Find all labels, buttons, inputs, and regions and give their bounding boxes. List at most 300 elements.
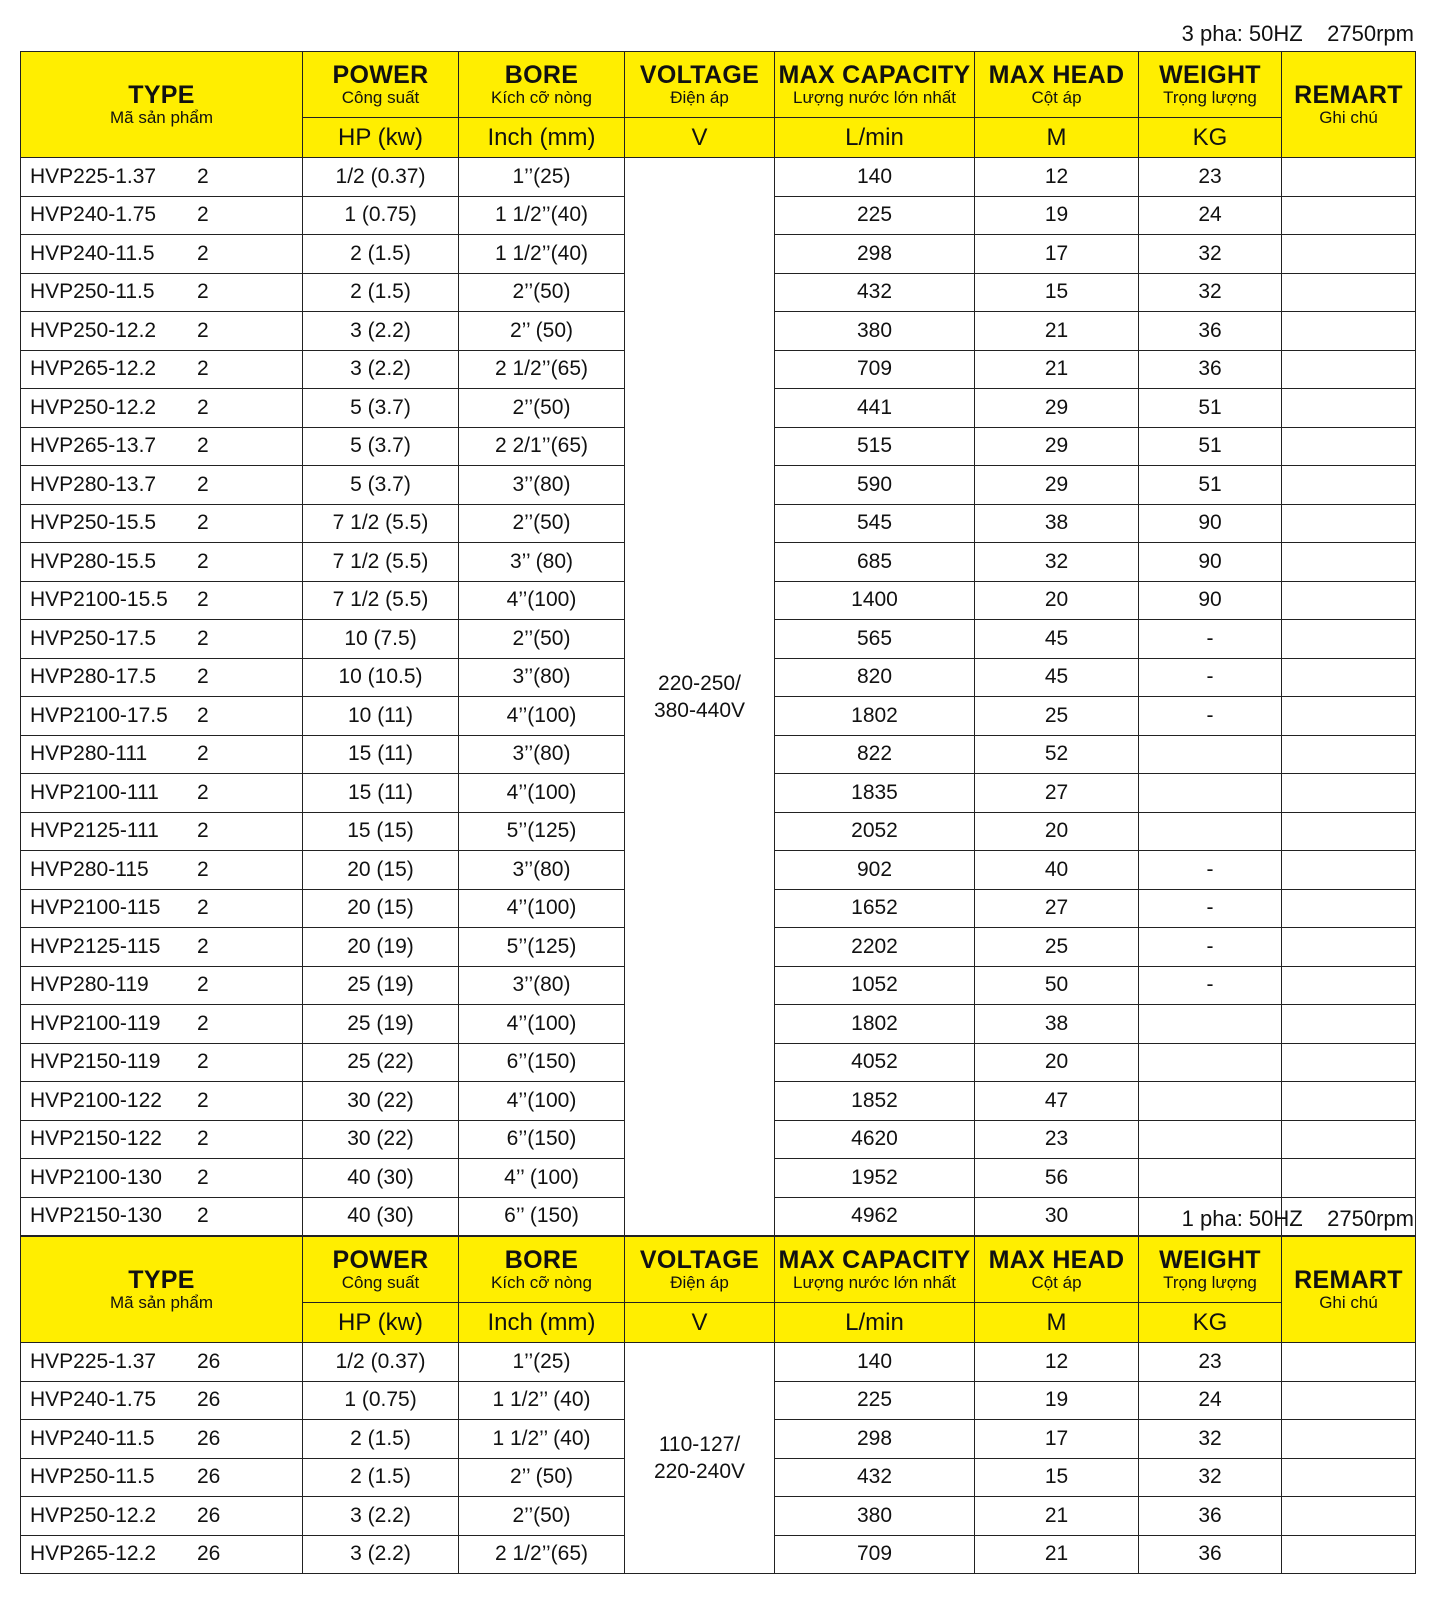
cell-bore: 2 2/1’’(65) xyxy=(459,427,625,466)
cell-weight: 36 xyxy=(1139,350,1282,389)
cell-type xyxy=(21,235,303,274)
cell-remart xyxy=(1282,389,1416,428)
cell-head: 12 xyxy=(975,158,1139,197)
header-max-capacity: MAX CAPACITY Lượng nước lớn nhất xyxy=(775,52,975,118)
cell-remart xyxy=(1282,1082,1416,1121)
cell-type xyxy=(21,389,303,428)
type-suffix: 2 xyxy=(197,857,209,881)
cell-head: 29 xyxy=(975,466,1139,505)
cell-power: 3 (2.2) xyxy=(303,350,459,389)
table-row xyxy=(21,1343,1416,1382)
cell-power: 30 (22) xyxy=(303,1120,459,1159)
cell-head: 21 xyxy=(975,1535,1139,1574)
cell-remart xyxy=(1282,350,1416,389)
type-suffix: 26 xyxy=(197,1503,221,1527)
cell-type xyxy=(21,350,303,389)
cell-weight xyxy=(1139,1120,1282,1159)
cell-type xyxy=(21,812,303,851)
cell-weight xyxy=(1139,774,1282,813)
type-suffix: 2 xyxy=(197,1165,209,1189)
cell-capacity: 380 xyxy=(775,312,975,351)
type-code: HVP2100-15.5 xyxy=(30,588,168,612)
voltage-line: 220-250/ xyxy=(658,671,741,695)
cell-bore: 1 1/2’’(40) xyxy=(459,196,625,235)
cell-weight: 23 xyxy=(1139,158,1282,197)
cell-capacity: 298 xyxy=(775,235,975,274)
type-code: HVP280-17.5 xyxy=(30,665,157,689)
type-code: HVP280-13.7 xyxy=(30,472,157,496)
type-suffix: 2 xyxy=(197,472,209,496)
cell-head: 17 xyxy=(975,1420,1139,1459)
type-suffix: 2 xyxy=(197,1204,209,1228)
cell-bore: 4’’(100) xyxy=(459,774,625,813)
header-bore: BORE Kích cỡ nòng xyxy=(459,1237,625,1303)
type-code: HVP2100-122 xyxy=(30,1088,162,1112)
type-code: HVP2100-130 xyxy=(30,1165,162,1189)
cell-head: 25 xyxy=(975,697,1139,736)
cell-power: 10 (11) xyxy=(303,697,459,736)
cell-power: 2 (1.5) xyxy=(303,235,459,274)
type-suffix: 2 xyxy=(197,203,209,227)
unit-head: M xyxy=(975,1303,1139,1343)
cell-power: 7 1/2 (5.5) xyxy=(303,504,459,543)
cell-power: 3 (2.2) xyxy=(303,1535,459,1574)
cell-weight xyxy=(1139,812,1282,851)
type-suffix: 2 xyxy=(197,511,209,535)
cell-bore: 2’’(50) xyxy=(459,273,625,312)
cell-type xyxy=(21,196,303,235)
cell-capacity: 1835 xyxy=(775,774,975,813)
cell-type xyxy=(21,1381,303,1420)
cell-capacity: 1802 xyxy=(775,1005,975,1044)
cell-type xyxy=(21,581,303,620)
cell-head: 29 xyxy=(975,427,1139,466)
cell-head: 20 xyxy=(975,581,1139,620)
cell-type xyxy=(21,620,303,659)
type-suffix: 2 xyxy=(197,318,209,342)
cell-remart xyxy=(1282,312,1416,351)
header-weight: WEIGHT Trọng lượng xyxy=(1139,1237,1282,1303)
table-body xyxy=(21,158,1416,1236)
cell-head: 27 xyxy=(975,889,1139,928)
header-max-head: MAX HEAD Cột áp xyxy=(975,52,1139,118)
cell-bore: 4’’(100) xyxy=(459,1005,625,1044)
cell-remart xyxy=(1282,1381,1416,1420)
cell-bore: 2’’(50) xyxy=(459,620,625,659)
cell-capacity: 1952 xyxy=(775,1159,975,1198)
type-code: HVP265-13.7 xyxy=(30,434,157,458)
cell-power: 30 (22) xyxy=(303,1082,459,1121)
cell-type xyxy=(21,889,303,928)
cell-power: 5 (3.7) xyxy=(303,389,459,428)
cell-head: 12 xyxy=(975,1343,1139,1382)
cell-capacity: 2052 xyxy=(775,812,975,851)
header-power: POWER Công suất xyxy=(303,52,459,118)
cell-remart xyxy=(1282,581,1416,620)
header-type: TYPE Mã sản phẩm xyxy=(21,52,303,158)
cell-weight xyxy=(1139,1159,1282,1198)
cell-remart xyxy=(1282,504,1416,543)
cell-head: 25 xyxy=(975,928,1139,967)
type-code: HVP240-11.5 xyxy=(30,241,155,265)
cell-head: 21 xyxy=(975,350,1139,389)
cell-type xyxy=(21,427,303,466)
cell-remart xyxy=(1282,466,1416,505)
cell-capacity: 4620 xyxy=(775,1120,975,1159)
cell-power: 25 (19) xyxy=(303,966,459,1005)
cell-type xyxy=(21,774,303,813)
cell-capacity: 1052 xyxy=(775,966,975,1005)
cell-remart xyxy=(1282,1120,1416,1159)
voltage-line: 220-240V xyxy=(653,1460,746,1483)
cell-weight: 32 xyxy=(1139,1420,1282,1459)
cell-remart xyxy=(1282,1420,1416,1459)
cell-capacity: 545 xyxy=(775,504,975,543)
cell-type xyxy=(21,1082,303,1121)
cell-power: 20 (15) xyxy=(303,851,459,890)
cell-weight: 36 xyxy=(1139,1535,1282,1574)
cell-capacity: 822 xyxy=(775,735,975,774)
type-suffix: 2 xyxy=(197,973,209,997)
cell-remart xyxy=(1282,658,1416,697)
cell-weight: 24 xyxy=(1139,196,1282,235)
cell-capacity: 380 xyxy=(775,1497,975,1536)
type-code: HVP2150-130 xyxy=(30,1204,162,1228)
type-suffix: 2 xyxy=(197,357,209,381)
cell-head: 40 xyxy=(975,851,1139,890)
header-remart: REMART Ghi chú xyxy=(1282,1237,1416,1343)
cell-capacity: 2202 xyxy=(775,928,975,967)
type-suffix: 2 xyxy=(197,280,209,304)
cell-type xyxy=(21,658,303,697)
cell-head: 19 xyxy=(975,196,1139,235)
cell-voltage xyxy=(625,1343,775,1574)
table-row xyxy=(21,158,1416,197)
cell-capacity: 432 xyxy=(775,1458,975,1497)
type-code: HVP2125-115 xyxy=(30,934,161,958)
type-code: HVP240-1.75 xyxy=(30,203,157,227)
cell-weight: 36 xyxy=(1139,312,1282,351)
cell-head: 52 xyxy=(975,735,1139,774)
cell-head: 38 xyxy=(975,1005,1139,1044)
cell-capacity: 515 xyxy=(775,427,975,466)
cell-bore: 6’’(150) xyxy=(459,1043,625,1082)
cell-head: 17 xyxy=(975,235,1139,274)
cell-weight: 36 xyxy=(1139,1497,1282,1536)
cell-type xyxy=(21,1043,303,1082)
cell-weight: 90 xyxy=(1139,581,1282,620)
cell-capacity: 590 xyxy=(775,466,975,505)
cell-power: 7 1/2 (5.5) xyxy=(303,581,459,620)
cell-type xyxy=(21,1343,303,1382)
cell-type xyxy=(21,1005,303,1044)
type-suffix: 26 xyxy=(197,1388,221,1412)
cell-bore: 2’’ (50) xyxy=(459,312,625,351)
cell-type xyxy=(21,1458,303,1497)
cell-weight xyxy=(1139,1005,1282,1044)
unit-weight: KG xyxy=(1139,118,1282,158)
voltage-line: 380-440V xyxy=(653,698,746,722)
type-code: HVP2100-115 xyxy=(30,896,161,920)
cell-power: 10 (7.5) xyxy=(303,620,459,659)
type-code: HVP265-12.2 xyxy=(30,1542,157,1566)
spec-table-1-phase xyxy=(20,1236,1416,1574)
cell-remart xyxy=(1282,1159,1416,1198)
type-code: HVP2125-111 xyxy=(30,819,159,843)
cell-power: 1 (0.75) xyxy=(303,196,459,235)
type-code: HVP2150-119 xyxy=(30,1050,161,1074)
type-code: HVP250-11.5 xyxy=(30,1465,155,1489)
cell-type xyxy=(21,1159,303,1198)
type-suffix: 2 xyxy=(197,1088,209,1112)
type-suffix: 2 xyxy=(197,896,209,920)
cell-bore: 4’’(100) xyxy=(459,697,625,736)
cell-weight: 24 xyxy=(1139,1381,1282,1420)
type-suffix: 2 xyxy=(197,626,209,650)
cell-remart xyxy=(1282,812,1416,851)
type-code: HVP250-12.2 xyxy=(30,395,157,419)
cell-head: 15 xyxy=(975,273,1139,312)
cell-bore: 2 1/2’’(65) xyxy=(459,350,625,389)
cell-head: 15 xyxy=(975,1458,1139,1497)
cell-type xyxy=(21,1497,303,1536)
cell-head: 20 xyxy=(975,1043,1139,1082)
type-code: HVP2100-111 xyxy=(30,780,159,804)
cell-type xyxy=(21,466,303,505)
cell-capacity: 565 xyxy=(775,620,975,659)
cell-head: 20 xyxy=(975,812,1139,851)
type-suffix: 2 xyxy=(197,934,209,958)
header-power: POWER Công suất xyxy=(303,1237,459,1303)
type-code: HVP250-15.5 xyxy=(30,511,157,535)
type-code: HVP280-115 xyxy=(30,857,149,881)
cell-remart xyxy=(1282,774,1416,813)
unit-bore: Inch (mm) xyxy=(459,118,625,158)
cell-head: 27 xyxy=(975,774,1139,813)
cell-bore: 3’’(80) xyxy=(459,658,625,697)
cell-type xyxy=(21,504,303,543)
cell-bore: 6’’(150) xyxy=(459,1120,625,1159)
cell-power: 2 (1.5) xyxy=(303,1420,459,1459)
cell-capacity: 298 xyxy=(775,1420,975,1459)
cell-head: 21 xyxy=(975,1497,1139,1536)
type-suffix: 2 xyxy=(197,549,209,573)
cell-power: 1/2 (0.37) xyxy=(303,1343,459,1382)
cell-power: 1 (0.75) xyxy=(303,1381,459,1420)
cell-type xyxy=(21,966,303,1005)
type-code: HVP2100-17.5 xyxy=(30,703,168,727)
cell-power: 20 (15) xyxy=(303,889,459,928)
cell-weight: - xyxy=(1139,966,1282,1005)
cell-remart xyxy=(1282,1535,1416,1574)
cell-bore: 1 1/2’’ (40) xyxy=(459,1381,625,1420)
type-suffix: 2 xyxy=(197,588,209,612)
cell-power: 25 (22) xyxy=(303,1043,459,1082)
cell-weight xyxy=(1139,1082,1282,1121)
cell-weight: 32 xyxy=(1139,273,1282,312)
cell-bore: 6’’ (150) xyxy=(459,1197,625,1236)
cell-weight: 51 xyxy=(1139,427,1282,466)
cell-remart xyxy=(1282,889,1416,928)
cell-power: 7 1/2 (5.5) xyxy=(303,543,459,582)
type-code: HVP250-12.2 xyxy=(30,1503,157,1527)
cell-capacity: 140 xyxy=(775,1343,975,1382)
cell-power: 5 (3.7) xyxy=(303,466,459,505)
cell-power: 1/2 (0.37) xyxy=(303,158,459,197)
type-code: HVP280-111 xyxy=(30,742,148,766)
type-suffix: 26 xyxy=(197,1426,221,1450)
cell-bore: 5’’(125) xyxy=(459,928,625,967)
type-suffix: 2 xyxy=(197,703,209,727)
type-code: HVP240-1.75 xyxy=(30,1388,157,1412)
type-suffix: 2 xyxy=(197,434,209,458)
cell-voltage xyxy=(625,158,775,1236)
cell-capacity: 432 xyxy=(775,273,975,312)
cell-weight: - xyxy=(1139,620,1282,659)
cell-remart xyxy=(1282,235,1416,274)
cell-capacity: 441 xyxy=(775,389,975,428)
unit-bore: Inch (mm) xyxy=(459,1303,625,1343)
cell-bore: 4’’(100) xyxy=(459,1082,625,1121)
header-type: TYPE Mã sản phẩm xyxy=(21,1237,303,1343)
cell-type xyxy=(21,273,303,312)
cell-type xyxy=(21,543,303,582)
cell-remart xyxy=(1282,735,1416,774)
cell-remart xyxy=(1282,158,1416,197)
cell-head: 29 xyxy=(975,389,1139,428)
type-suffix: 2 xyxy=(197,1050,209,1074)
cell-capacity: 1652 xyxy=(775,889,975,928)
cell-power: 10 (10.5) xyxy=(303,658,459,697)
type-code: HVP2100-119 xyxy=(30,1011,161,1035)
cell-remart xyxy=(1282,196,1416,235)
cell-weight: - xyxy=(1139,697,1282,736)
cell-bore: 2’’ (50) xyxy=(459,1458,625,1497)
header-max-head: MAX HEAD Cột áp xyxy=(975,1237,1139,1303)
cell-bore: 2’’(50) xyxy=(459,389,625,428)
cell-head: 45 xyxy=(975,620,1139,659)
caption-1-phase: 1 pha: 50HZ 2750rpm xyxy=(1181,1206,1414,1231)
cell-weight: 51 xyxy=(1139,389,1282,428)
cell-bore: 3’’(80) xyxy=(459,851,625,890)
cell-head: 45 xyxy=(975,658,1139,697)
cell-power: 25 (19) xyxy=(303,1005,459,1044)
cell-weight: 90 xyxy=(1139,504,1282,543)
type-code: HVP280-15.5 xyxy=(30,549,157,573)
type-code: HVP2150-122 xyxy=(30,1127,162,1151)
cell-type xyxy=(21,851,303,890)
cell-head: 21 xyxy=(975,312,1139,351)
cell-capacity: 709 xyxy=(775,350,975,389)
cell-capacity: 4962 xyxy=(775,1197,975,1236)
cell-capacity: 1852 xyxy=(775,1082,975,1121)
cell-bore: 2’’(50) xyxy=(459,1497,625,1536)
header-weight: WEIGHT Trọng lượng xyxy=(1139,52,1282,118)
cell-capacity: 140 xyxy=(775,158,975,197)
cell-bore: 1 1/2’’(40) xyxy=(459,235,625,274)
cell-weight: 90 xyxy=(1139,543,1282,582)
type-suffix: 2 xyxy=(197,1127,209,1151)
cell-weight xyxy=(1139,735,1282,774)
unit-voltage: V xyxy=(625,1303,775,1343)
type-code: HVP225-1.37 xyxy=(30,1349,157,1373)
type-code: HVP240-11.5 xyxy=(30,1426,155,1450)
cell-power: 15 (11) xyxy=(303,774,459,813)
cell-capacity: 4052 xyxy=(775,1043,975,1082)
type-code: HVP280-119 xyxy=(30,973,149,997)
cell-type xyxy=(21,697,303,736)
type-suffix: 26 xyxy=(197,1542,221,1566)
cell-bore: 1 1/2’’ (40) xyxy=(459,1420,625,1459)
spec-table-3-phase xyxy=(20,51,1416,1236)
cell-remart xyxy=(1282,1343,1416,1382)
cell-remart xyxy=(1282,928,1416,967)
cell-type xyxy=(21,158,303,197)
type-suffix: 2 xyxy=(197,241,209,265)
cell-bore: 4’’ (100) xyxy=(459,1159,625,1198)
cell-weight xyxy=(1139,1043,1282,1082)
cell-weight: - xyxy=(1139,889,1282,928)
cell-weight: 23 xyxy=(1139,1343,1282,1382)
cell-remart xyxy=(1282,1497,1416,1536)
type-code: HVP250-11.5 xyxy=(30,280,155,304)
cell-bore: 2 1/2’’(65) xyxy=(459,1535,625,1574)
cell-bore: 4’’(100) xyxy=(459,581,625,620)
cell-bore: 4’’(100) xyxy=(459,889,625,928)
type-code: HVP250-17.5 xyxy=(30,626,157,650)
type-suffix: 2 xyxy=(197,1011,209,1035)
cell-weight: 51 xyxy=(1139,466,1282,505)
unit-capacity: L/min xyxy=(775,118,975,158)
cell-power: 5 (3.7) xyxy=(303,427,459,466)
cell-bore: 5’’(125) xyxy=(459,812,625,851)
cell-capacity: 685 xyxy=(775,543,975,582)
cell-type xyxy=(21,1120,303,1159)
cell-remart xyxy=(1282,966,1416,1005)
table-body xyxy=(21,1343,1416,1574)
voltage-line: 110-127/ xyxy=(658,1433,741,1456)
header-max-capacity: MAX CAPACITY Lượng nước lớn nhất xyxy=(775,1237,975,1303)
cell-remart xyxy=(1282,851,1416,890)
type-suffix: 2 xyxy=(197,665,209,689)
cell-type xyxy=(21,735,303,774)
cell-weight: 32 xyxy=(1139,1458,1282,1497)
cell-remart xyxy=(1282,427,1416,466)
type-suffix: 26 xyxy=(197,1349,221,1373)
cell-capacity: 225 xyxy=(775,196,975,235)
type-suffix: 2 xyxy=(197,819,209,843)
cell-remart xyxy=(1282,543,1416,582)
caption-3-phase: 3 pha: 50HZ 2750rpm xyxy=(1181,21,1414,46)
cell-power: 40 (30) xyxy=(303,1159,459,1198)
cell-power: 3 (2.2) xyxy=(303,1497,459,1536)
type-suffix: 26 xyxy=(197,1465,221,1489)
cell-type xyxy=(21,1420,303,1459)
cell-capacity: 709 xyxy=(775,1535,975,1574)
cell-type xyxy=(21,312,303,351)
cell-capacity: 225 xyxy=(775,1381,975,1420)
cell-head: 30 xyxy=(975,1197,1139,1236)
type-suffix: 2 xyxy=(197,780,209,804)
cell-head: 56 xyxy=(975,1159,1139,1198)
type-code: HVP265-12.2 xyxy=(30,357,157,381)
cell-type xyxy=(21,1535,303,1574)
cell-power: 20 (19) xyxy=(303,928,459,967)
cell-head: 19 xyxy=(975,1381,1139,1420)
cell-remart xyxy=(1282,620,1416,659)
unit-weight: KG xyxy=(1139,1303,1282,1343)
type-code: HVP250-12.2 xyxy=(30,318,157,342)
